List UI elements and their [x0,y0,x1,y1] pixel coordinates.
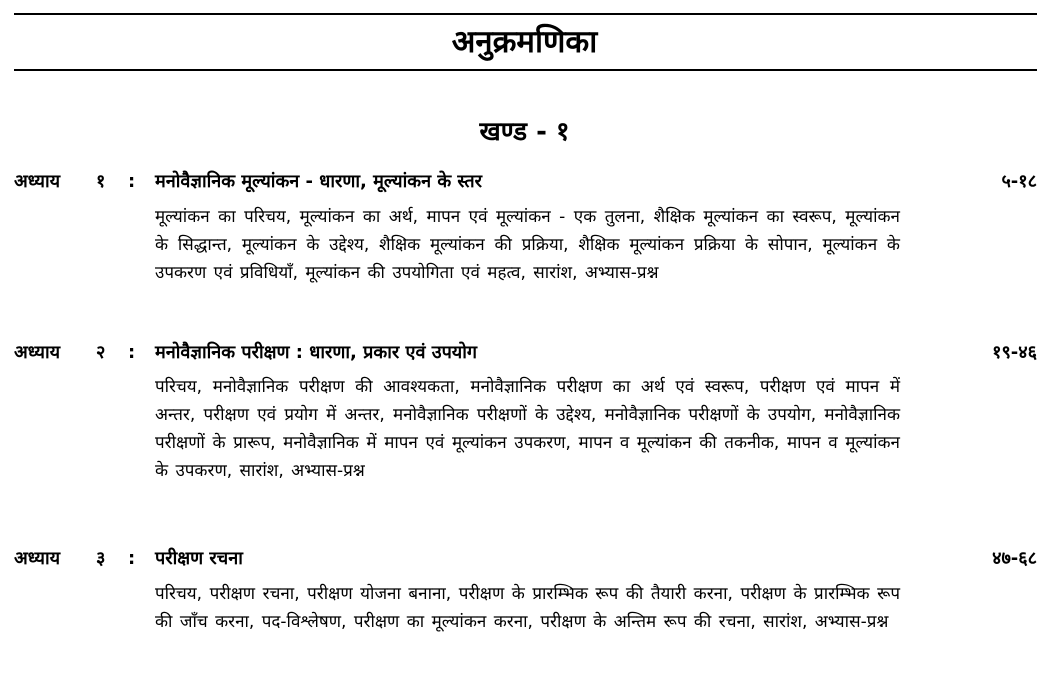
chapter-number: २ [96,342,106,363]
chapter-page-range: ५-१८ [1001,171,1037,192]
top-rule [14,13,1037,15]
chapter-description: परिचय, मनोवैज्ञानिक परीक्षण की आवश्यकता, मनोवैज्ञानिक परीक्षण का अर्थ एवं स्वरूप, परीक्षण एवं मापन में अन्तर, परीक्षण एवं प्रयोग में अन्तर, मनोवैज्ञानिक परीक्षणों के उद्देश्य, मनोवैज्ञानिक परीक्षणों के उपयोग, मनोवैज्ञानिक परीक्षणों के प्रारूप, मनोवैज्ञानिक में मापन एवं मूल्यांकन उपकरण, मापन व मूल्यांकन की तकनीक, मापन व मूल्यांकन के उपकरण, सारांश, अभ्यास-प्रश्न [155,377,900,481]
page-title: अनुक्रमणिका [451,24,598,60]
chapter-entry-3[interactable] [0,544,1049,574]
chapter-label: अध्याय [14,548,61,569]
chapter-number: ३ [96,548,106,569]
chapter-label: अध्याय [14,171,61,192]
chapter-separator: : [128,171,136,192]
chapter-number: १ [96,171,106,192]
chapter-entry-1[interactable] [0,167,1049,197]
chapter-description: मूल्यांकन का परिचय, मूल्यांकन का अर्थ, मापन एवं मूल्यांकन - एक तुलना, शैक्षिक मूल्यांकन का स्वरूप, मूल्यांकन के सिद्धान्त, मूल्यांकन के उद्देश्य, शैक्षिक मूल्यांकन की प्रक्रिया, शैक्षिक मूल्यांकन प्रक्रिया के सोपान, मूल्यांकन के उपकरण एवं प्रविधियाँ, मूल्यांकन की उपयोगिता एवं महत्व, सारांश, अभ्यास-प्रश्न [155,207,900,283]
section-heading: खण्ड - १ [479,117,570,147]
title-underline-rule [14,69,1037,71]
chapter-page-range: १९-४६ [992,342,1037,363]
chapter-entry-2[interactable] [0,338,1049,368]
chapter-separator: : [128,548,136,569]
chapter-separator: : [128,342,136,363]
chapter-label: अध्याय [14,342,61,363]
chapter-title: परीक्षण रचना [155,548,243,569]
chapter-description: परिचय, परीक्षण रचना, परीक्षण योजना बनाना, परीक्षण के प्रारम्भिक रूप की तैयारी करना, परीक्षण के प्रारम्भिक रूप की जाँच करना, पद-विश्लेषण, परीक्षण का मूल्यांकन करना, परीक्षण के अन्तिम रूप की रचना, सारांश, अभ्यास-प्रश्न [155,584,900,632]
chapter-page-range: ४७-६८ [992,548,1037,569]
chapter-title: मनोवैज्ञानिक परीक्षण : धारणा, प्रकार एवं उपयोग [155,342,478,363]
chapter-title: मनोवैज्ञानिक मूल्यांकन - धारणा, मूल्यांकन के स्तर [155,171,483,192]
